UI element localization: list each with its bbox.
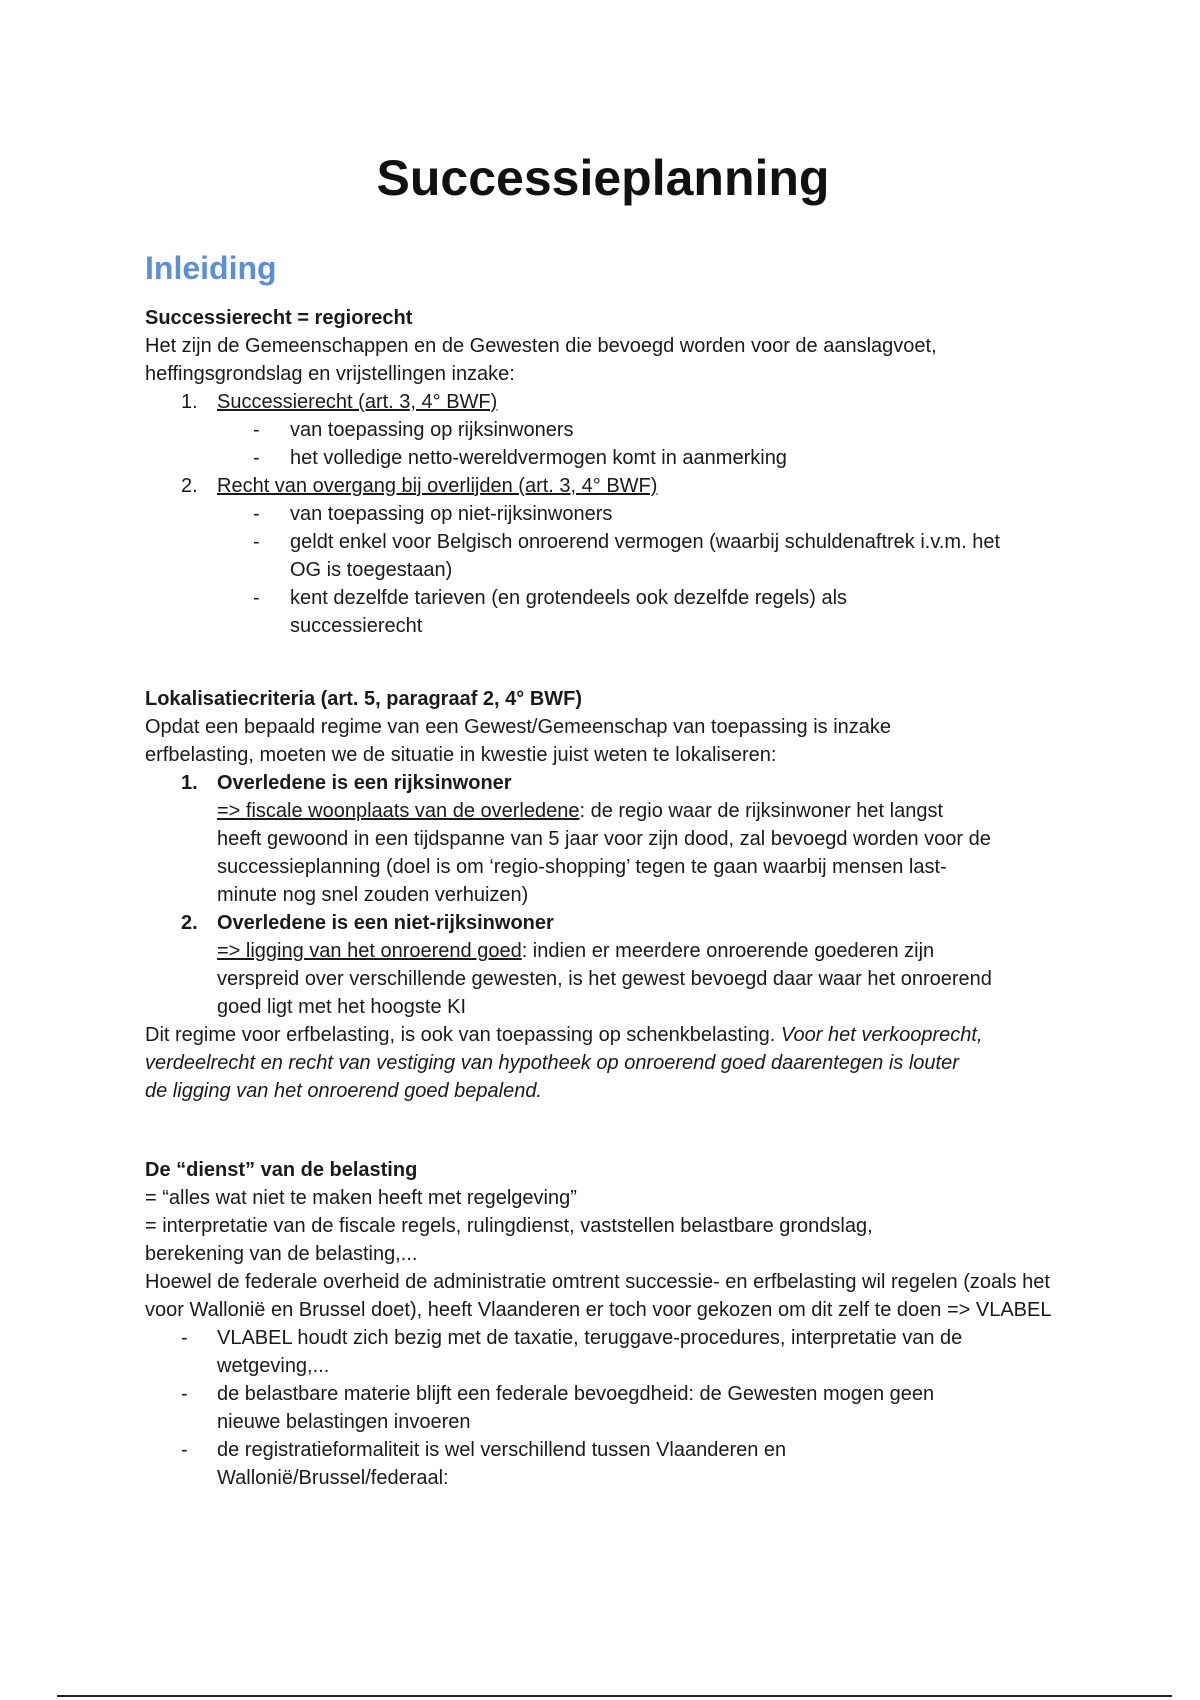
list-item: 2. Overledene is een niet-rijksinwoner => ligging van het onroerend goed: indien er meerdere onroerende goederen zijn verspreid over verschillende gewesten, is het gewest bevoegd daar waar het onroerend goed ligt met het hoogste KI xyxy=(145,909,992,1021)
subheading-dienst: De “dienst” van de belasting xyxy=(145,1159,418,1181)
section-successierecht xyxy=(145,304,1065,640)
body-paragraph: Hoewel de federale overheid de administratie omtrent successie- en erfbelasting wil regelen (zoals het voor Wallonië en Brussel doet), heeft Vlaanderen er toch voor gekozen om dit zelf te doen => VLABEL xyxy=(145,1271,1052,1321)
definition-line: = “alles wat niet te maken heeft met regelgeving” xyxy=(145,1187,577,1209)
list-number: 1. xyxy=(181,772,198,794)
list-number: 2. xyxy=(181,912,198,934)
bullet-item: - VLABEL houdt zich bezig met de taxatie, teruggave-procedures, interpretatie van de wetgeving,... xyxy=(181,1327,963,1377)
criterion-link: => fiscale woonplaats van de overledene xyxy=(217,800,580,822)
bullet-item: - het volledige netto-wereldvermogen komt in aanmerking xyxy=(253,447,787,469)
page-bottom-rule xyxy=(57,1695,1172,1697)
intro-paragraph: Opdat een bepaald regime van een Gewest/Gemeenschap van toepassing is inzake erfbelasting, moeten we de situatie in kwestie juist weten te lokaliseren: xyxy=(145,716,892,766)
section-dienst-belasting xyxy=(145,1156,1065,1492)
bullet-item: - geldt enkel voor Belgisch onroerend vermogen (waarbij schuldenaftrek i.v.m. het OG is toegestaan) xyxy=(253,531,1000,581)
section-heading-inleiding: Inleiding xyxy=(145,250,277,286)
list-item xyxy=(145,388,1065,416)
bullet-item: - van toepassing op niet-rijksinwoners xyxy=(253,503,613,525)
list-item: 1. Overledene is een rijksinwoner => fiscale woonplaats van de overledene: de regio waar de rijksinwoner het langst heeft gewoond in een tijdspanne van 5 jaar voor zijn dood, zal bevoegd worden voor de successieplanning (doel is om ‘regio-shopping’ tegen te gaan waarbij mensen last-minute nog snel zouden verhuizen) xyxy=(145,769,992,909)
bullet-item: - de belastbare materie blijft een federale bevoegdheid: de Gewesten mogen geen nieuwe belastingen invoeren xyxy=(181,1383,935,1433)
criterion-link: => ligging van het onroerend goed xyxy=(217,940,522,962)
list-item-title: Overledene is een rijksinwoner xyxy=(217,772,512,794)
section-lokalisatiecriteria xyxy=(145,685,1065,1105)
intro-paragraph: Het zijn de Gemeenschappen en de Gewesten die bevoegd worden voor de aanslagvoet, heffingsgrondslag en vrijstellingen inzake: xyxy=(145,335,937,385)
bullet-item: - van toepassing op rijksinwoners xyxy=(253,419,574,441)
subheading-lokalisatiecriteria: Lokalisatiecriteria (art. 5, paragraaf 2, 4° BWF) xyxy=(145,688,583,710)
list-item xyxy=(145,472,1065,500)
list-number: 2. xyxy=(181,475,198,497)
bullet-item: - kent dezelfde tarieven (en grotendeels ook dezelfde regels) als successierecht xyxy=(253,587,848,637)
closing-paragraph: Dit regime voor erfbelasting, is ook van toepassing op schenkbelasting. Voor het verkooprecht, verdeelrecht en recht van vestiging van hypotheek op onroerend goed daarentegen is louter de ligging van het onroerend goed bepalend. xyxy=(145,1024,983,1102)
document-title: Successieplanning xyxy=(376,150,830,206)
definition-line: = interpretatie van de fiscale regels, rulingdienst, vaststellen belastbare grondslag, berekening van de belasting,... xyxy=(145,1215,873,1265)
list-number: 1. xyxy=(181,391,198,413)
list-item-label: Successierecht (art. 3, 4° BWF) xyxy=(217,391,498,413)
list-item-label: Recht van overgang bij overlijden (art. 3, 4° BWF) xyxy=(217,475,658,497)
subheading-successierecht: Successierecht = regiorecht xyxy=(145,307,413,329)
list-item-title: Overledene is een niet-rijksinwoner xyxy=(217,912,554,934)
bullet-item: - de registratieformaliteit is wel verschillend tussen Vlaanderen en Wallonië/Brussel/federaal: xyxy=(181,1439,787,1489)
